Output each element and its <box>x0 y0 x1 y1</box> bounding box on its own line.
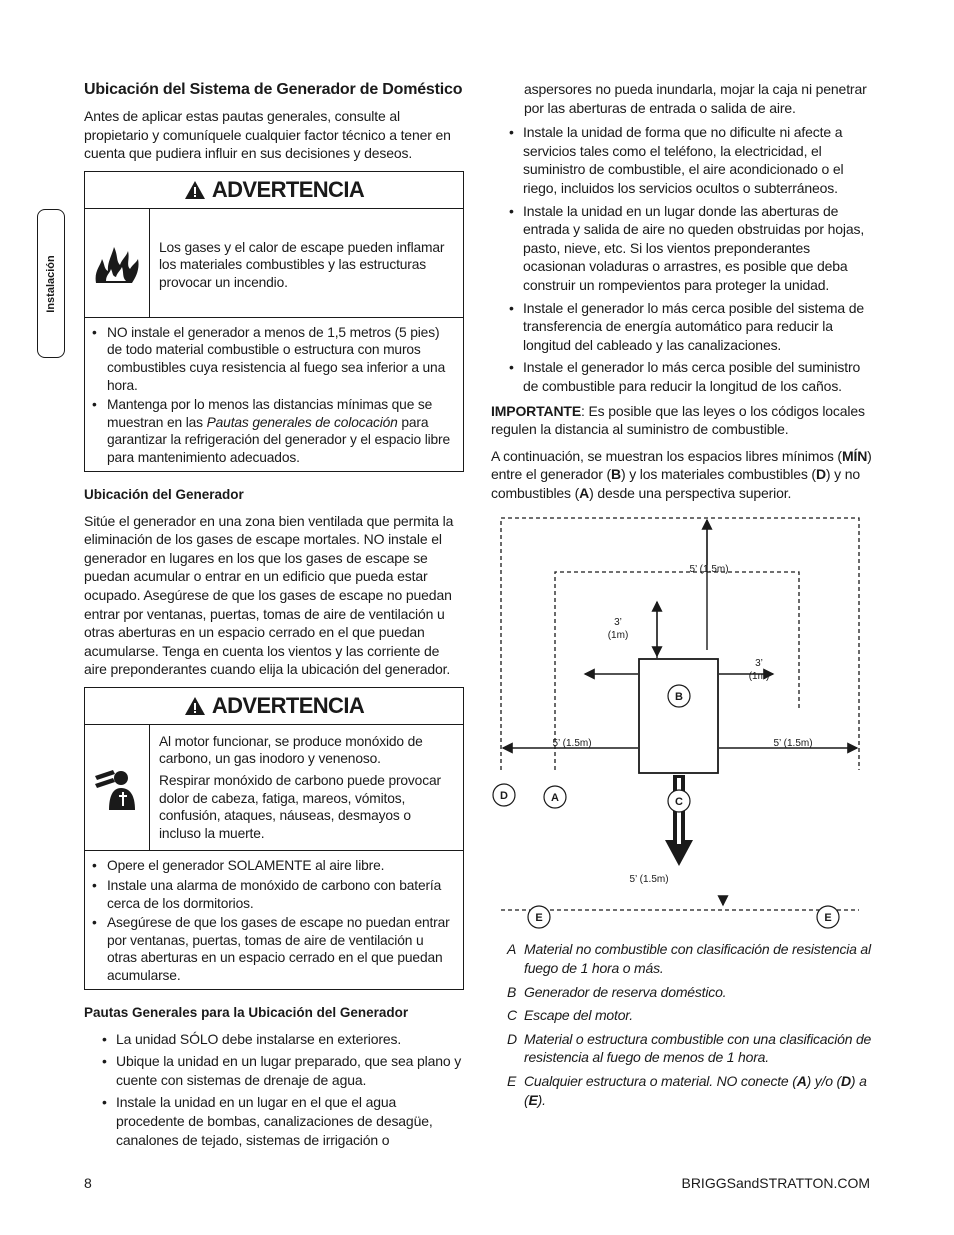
right-clearance-label: 5’ (1.5m) <box>773 738 813 750</box>
legend-item: A Material no combustible con clasificación de resistencia al fuego de 1 hora o más. <box>507 941 871 977</box>
left-top-label-1: 3’ <box>614 617 622 629</box>
warning-box-co <box>84 687 464 990</box>
intro-paragraph: Antes de aplicar estas pautas generales, consulte al propietario y comuníquele cualquier factor técnico a tener en cuenta que pudiera influir en sus decisiones y deseos. <box>84 108 451 162</box>
footer-website: BRIGGSandSTRATTON.COM <box>681 1175 870 1191</box>
label-a: A <box>551 792 559 805</box>
warning-bullet: • Mantenga por lo menos las distancias mínimas que se muestran en las Pautas generales de colocación para garantizar la refrigeración del generador y el espacio libre para mantenimiento adecuados. <box>87 396 457 466</box>
clearance-diagram <box>491 510 873 930</box>
right-top-label-1: 3’ <box>755 658 763 670</box>
label-d: D <box>500 790 508 803</box>
left-top-label-2: (1m) <box>607 630 629 642</box>
label-c: C <box>675 796 683 809</box>
warning-bullet: • Instale una alarma de monóxido de carbono con batería cerca de los dormitorios. <box>87 877 457 912</box>
left-column <box>84 80 464 1153</box>
section-tab: Instalación <box>37 209 65 358</box>
continued-paragraph: aspersores no pueda inundarla, mojar la caja ni penetrar por las aberturas de entrada o salida de aire. <box>524 81 867 116</box>
subheading: Ubicación del Generador <box>84 486 244 502</box>
left-clearance-label: 5’ (1.5m) <box>552 738 592 750</box>
right-top-label-2: (1m) <box>748 671 770 683</box>
list-item: • Instale la unidad en un lugar donde las aberturas de entrada y salida de aire no queden obstruidas por hojas, pasto, nieve, etc. Si los vientos preponderantes ocasionan voladuras o arrastres, es posible que deba construir un rompevientos para proteger la unidad. <box>491 202 873 295</box>
paragraph: Sitúe el generador en una zona bien ventilada que permita la eliminación de los gases de escape mortales. NO instale el generador en lugares en los que los gases de escape se puedan acumular o entrar en un edificio que pueda estar ocupado. Asegúrese de que los gases de escape no puedan entrar por ventanas, puertas, tomas de aire de ventilación u otras aberturas en un espacio cerrado en el que puedan acumularse. Tenga en cuenta los vientos y las corriente de aire preponderantes cuando elija la ubicación del generador. <box>84 512 454 678</box>
warning-box-fire <box>84 171 464 472</box>
warning-bullet: • Opere el generador SOLAMENTE al aire libre. <box>87 857 457 875</box>
warning-text: Respirar monóxido de carbono puede provocar dolor de cabeza, fatiga, mareos, vómitos, confusión, ataques, náuseas, desmayos o incluso la muerte. <box>159 773 441 841</box>
list-item: • La unidad SÓLO debe instalarse en exteriores. <box>84 1030 464 1049</box>
list-item: • Ubique la unidad en un lugar preparado, que sea plano y cuente con sistemas de drenaje de agua. <box>84 1052 464 1089</box>
warning-bullet: • NO instale el generador a menos de 1,5 metros (5 pies) de todo material combustible o estructura con muros combustibles cuya resistencia al fuego sea inferior a una hora. <box>87 324 457 394</box>
legend-item: E Cualquier estructura o material. NO conecte (A) y/o (D) a (E). <box>507 1073 867 1108</box>
diagram-legend <box>491 940 873 1109</box>
bottom-clearance-label: 5’ (1.5m) <box>629 874 669 886</box>
page-number: 8 <box>84 1175 92 1191</box>
warning-header: ADVERTENCIA <box>85 688 463 725</box>
fire-icon <box>85 209 150 317</box>
right-column <box>491 80 873 1114</box>
legend-item: D Material o estructura combustible con una clasificación de resistencia al fuego de menos de 1 hora. <box>507 1030 872 1066</box>
section-heading: Ubicación del Sistema de Generador de Doméstico <box>84 81 463 98</box>
label-e-left: E <box>535 912 543 925</box>
legend-item: C Escape del motor. <box>507 1007 633 1024</box>
top-clearance-label: 5’ (1.5m) <box>689 564 729 576</box>
distance-paragraph: A continuación, se muestran los espacios libres mínimos (MÍN) entre el generador (B) y los materiales combustibles (D) y no combustibles (A) desde una perspectiva superior. <box>491 447 872 501</box>
warning-triangle-icon <box>184 180 206 200</box>
label-b: B <box>675 691 683 704</box>
list-item: • Instale la unidad de forma que no dificulte ni afecte a servicios tales como el teléfono, la electricidad, el suministro de combustible, el aire acondicionado o el riego, incluidos los servicios ocultos o subterráneos. <box>491 123 873 197</box>
legend-item: B Generador de reserva doméstico. <box>507 983 727 1000</box>
important-note: IMPORTANTE: Es posible que las leyes o los códigos locales regulen la distancia al suministro de combustible. <box>491 402 865 438</box>
warning-bullet: • Asegúrese de que los gases de escape no puedan entrar por ventanas, puertas, tomas de aire de ventilación u otras aberturas en un espacio cerrado en el que puedan acumularse. <box>87 914 457 984</box>
warning-header: ADVERTENCIA <box>85 172 463 209</box>
list-item: • Instale la unidad en un lugar en el que el agua procedente de bombas, canalizaciones de desagüe, canalones de tejado, sistemas de irrigación o <box>84 1093 464 1149</box>
subheading: Pautas Generales para la Ubicación del Generador <box>84 1004 409 1020</box>
warning-text: Al motor funcionar, se produce monóxido de carbono, un gas inodoro y venenoso. <box>159 733 423 767</box>
generator-box <box>639 659 718 773</box>
toxic-fumes-icon <box>85 725 150 851</box>
list-item: • Instale el generador lo más cerca posible del sistema de transferencia de energía automático para reducir la longitud del cableado y las canalizaciones. <box>491 299 873 355</box>
warning-text: Los gases y el calor de escape pueden inflamar los materiales combustibles y las estructuras provocar un incendio. <box>159 239 445 290</box>
label-e-right: E <box>824 912 832 925</box>
list-item: • Instale el generador lo más cerca posible del suministro de combustible para reducir la longitud de los caños. <box>491 358 873 395</box>
warning-triangle-icon <box>184 696 206 716</box>
